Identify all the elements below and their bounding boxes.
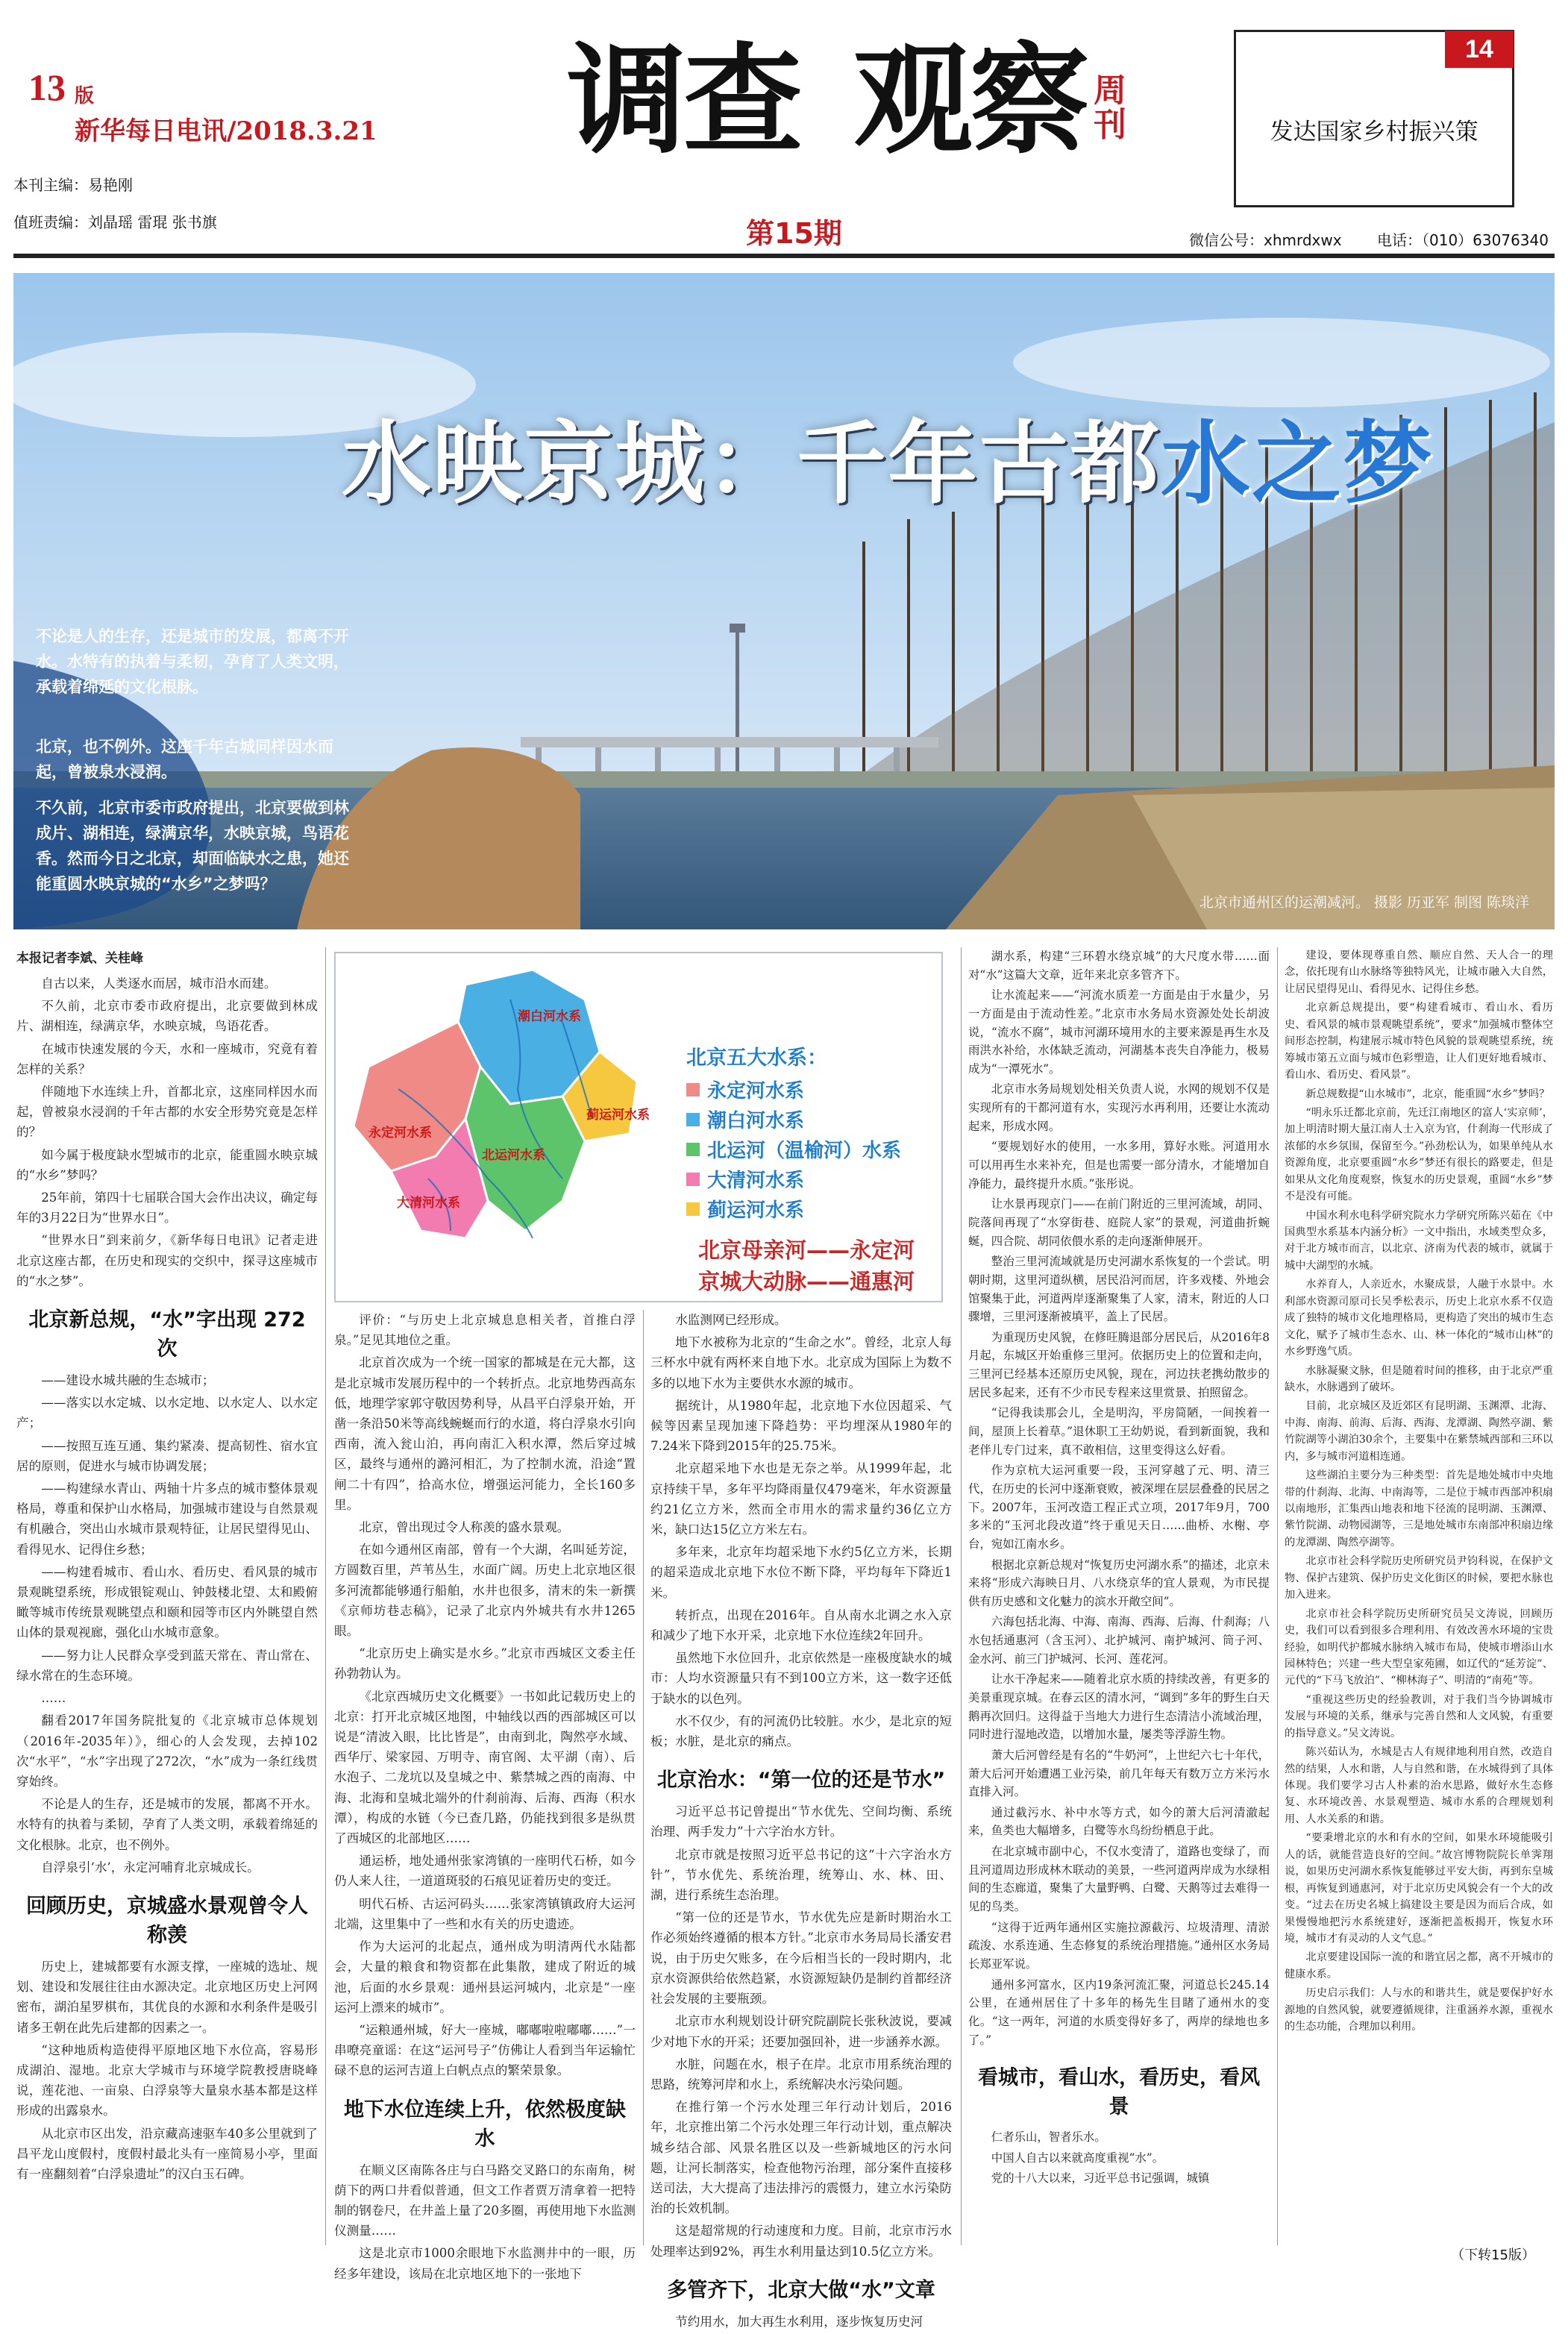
region-label-chaobai: 潮白河水系 bbox=[518, 1009, 581, 1024]
paragraph: 从北京市区出发，沿京藏高速驱车40多公里就到了昌平龙山度假村，度假村最北头有一座简易小亭，里面有一座翻刻着“白浮泉遗址”的汉白玉石碑。 bbox=[16, 2126, 318, 2181]
paragraph: “这种地质构造使得平原地区地下水位高，容易形成湖泊、湿地。北京大学城市与环境学院教授唐晓峰说，莲花池、一亩泉、白浮泉等大量泉水基本都是这样形成的出露泉水。 bbox=[16, 2042, 318, 2118]
hero-photo bbox=[13, 273, 1555, 929]
paragraph: 水养育人，人亲近水，水聚成景，人融于水景中。水利部水资源司原司长吴季松表示，历史上北京水系不仅造成了独特的城市文化地理格局，更构造了突出的城市生态文化，赋予了城市生态水、山、林一体化的“城市山林”的水乡野逸气质。 bbox=[1285, 1279, 1553, 1358]
paragraph: 虽然地下水位回升，北京依然是一座极度缺水的城市：人均水资源量只有不到100立方米，这一数字还低于缺水的以色列。 bbox=[650, 1651, 952, 1706]
legend-swatch bbox=[686, 1202, 700, 1216]
legend-label: 蓟运河水系 bbox=[707, 1199, 805, 1222]
paragraph: 不久前，北京市委市政府提出，北京要做到林成片、湖相连，绿满京华，水映京城，鸟语花香。 bbox=[16, 999, 318, 1034]
paragraph: 陈兴茹认为，水城是古人有规律地利用自然，改造自然的结果，人水和谐，人与自然和谐，在水城得到了具体体现。我们要学习古人朴素的治水思路，做好水生态修复、水环境改善、水景观塑造、城市水系的合理规划利用、人水关系的和谐。 bbox=[1285, 1746, 1553, 1825]
region-label-yongding: 永定河水系 bbox=[369, 1126, 432, 1141]
map-note-mother-river: 北京母亲河——永定河 bbox=[698, 1237, 915, 1263]
paragraph: 水监测网已经形成。 bbox=[675, 1313, 787, 1327]
map-legend-title: 北京五大水系： bbox=[686, 1047, 827, 1070]
paragraph: 中国水利水电科学研究院水力学研究所陈兴茹在《中国典型水系基本内涵分析》一文中指出，水域类型众多，对于北方城市而言，以北京、济南为代表的城市，就属于城中大湖型的水城。 bbox=[1285, 1209, 1553, 1272]
article-column-5 bbox=[1285, 947, 1553, 2038]
legend-item bbox=[686, 1165, 804, 1193]
paragraph: 习近平总书记曾提出“节水优先、空间均衡、系统治理、两手发力”十六字治水方针。 bbox=[650, 1804, 952, 1839]
paragraph: 在北京城市副中心，不仅水变清了，道路也变绿了，而且河道周边形成林木联动的美景，一些河道两岸成为水绿相间的生态廊道，聚集了大量野鸭、白鹭、天鹅等过去难得一见的鸟类。 bbox=[968, 1845, 1270, 1914]
paragraph: ——落实以水定城、以水定地、以水定人、以水定产； bbox=[16, 1396, 318, 1431]
section-logo bbox=[567, 31, 1127, 170]
duty-editor-credit: 值班责编：刘晶瑶 雷琨 张书旗 bbox=[13, 213, 217, 231]
legend-item bbox=[686, 1135, 901, 1163]
paragraph: 水脉凝聚文脉，但是随着时间的推移，由于北京严重缺水，水脉遇到了破坏。 bbox=[1285, 1364, 1553, 1393]
paragraph: 六海包括北海、中海、南海、西海、后海、什刹海；八水包括通惠河（含玉河）、北护城河、南护城河、筒子河、金水河、前三门护城河、长河、莲花河。 bbox=[968, 1615, 1270, 1666]
paragraph: 《北京西城历史文化概要》一书如此记载历史上的北京：打开北京城区地图，中轴线以西的西部城区可以说是“清波入眼，比比皆是”，由南到北，陶然亭水域、西华厅、梁家园、万明寺、南官阁、太平湖（南）、后水泡子、二龙坑以及皇城之中、紫禁城之西的南海、中海、北海和皇城北端外的什刹前海、后海、西海（积水潭），构成的水链（今已查几路，仍能找到很多是纵贯了西城区的北部地区…… bbox=[334, 1689, 636, 1846]
paragraph: 新总规数提“山水城市”，北京，能重圆“水乡”梦吗？ bbox=[1305, 1088, 1550, 1100]
paragraph: 根据北京新总规对“恢复历史河湖水系”的描述，北京未来将“形成六海映日月、八水绕京华的宜人景观，为市民提供有历史感和文化魅力的滨水开敞空间”。 bbox=[968, 1557, 1270, 1608]
legend-item bbox=[686, 1076, 804, 1103]
paragraph: “运粮通州城，好大一座城，嘟嘟啦啦嘟嘟……”一串嘹亮童谣：在这“运河号子”仿佛让人看到当年运输忙碌不息的运河吉道上白帆点点的繁荣景象。 bbox=[334, 2022, 636, 2078]
paragraph: 自浮泉引‘水’，永定河哺育北京城成长。 bbox=[41, 1860, 260, 1875]
logo-mark-icon bbox=[804, 71, 849, 145]
paragraph: 仁者乐山，智者乐水。 bbox=[991, 2130, 1106, 2145]
map-note-artery: 京城大动脉——通惠河 bbox=[698, 1269, 915, 1294]
paragraph: 地下水被称为北京的“生命之水”。曾经，北京人每三杯水中就有两杯来自地下水。北京成为国际上为数不多的以地下水为主要供水水源的城市。 bbox=[650, 1335, 952, 1390]
paragraph: 节约用水，加大再生水利用，逐步恢复历史河 bbox=[675, 2314, 923, 2329]
paragraph: “明永乐迁都北京前，先迁江南地区的富人‘实京师’，加上明清时期大量江南人士入京为官，什刹海一代形成了浓郁的水乡氛围，保留至今。”孙劲松认为，如果单纯从水资源角度，北京要重圆“水乡”梦还有很长的路要走，但是如果从文化角度观察，恢复水的历史景观，重圆“水乡”梦不是没有可能。 bbox=[1285, 1106, 1553, 1203]
paragraph: 伴随地下水连续上升，首都北京，这座同样因水而起，曾被泉水浸润的千年古都的水安全形势究竟是怎样的？ bbox=[16, 1085, 318, 1140]
paragraph: 整治三里河流域就是历史河湖水系恢复的一个尝试。明朝时期，这里河道纵横，居民沿河而居，许多戏楼、外地会馆聚集于此，河道两岸逐渐聚集了人家，清末，附近的人口骤增，三里河逐渐被填平，盖上了民居。 bbox=[968, 1255, 1270, 1324]
byline: 本报记者李斌、关桂峰 bbox=[16, 951, 143, 966]
paragraph: 据统计，从1980年起，北京地下水位因超采、气候等因素呈现加速下降趋势：平均埋深从1980年的7.24米下降到2015年的25.75米。 bbox=[650, 1398, 952, 1454]
paragraph: 评价：“与历史上北京城息息相关者，首推白浮泉。”足见其地位之重。 bbox=[334, 1313, 636, 1348]
region-label-jiyun: 蓟运河水系 bbox=[586, 1108, 650, 1123]
paragraph: 自古以来，人类逐水而居，城市沿水而建。 bbox=[41, 976, 277, 991]
paragraph: 北京市社会科学院历史所研究员吴文涛说，回顾历史，我们可以看到很多合理利用、有效改善水环境的宝贵经验，如明代护都城水脉纳入城市布局，使城市增添山水园林特色；兴建一些大型皇家苑圃，如辽代的“延芳淀”、元代的“下马飞放泊”、“柳林海子”、明清的“南苑”等。 bbox=[1285, 1607, 1553, 1687]
issue-number: 第15期 bbox=[746, 217, 842, 250]
region-label-daqing: 大清河水系 bbox=[397, 1196, 460, 1211]
article-column-4 bbox=[968, 947, 1270, 2190]
paragraph: ——按照互连互通、集约紧凑、提高韧性、宿水宜居的原则，促进水与城市协调发展； bbox=[16, 1438, 318, 1473]
continued-on-next-page: （下转15版） bbox=[1451, 2247, 1535, 2263]
paragraph: 在城市快速发展的今天，水和一座城市，究竟有着怎样的关系？ bbox=[16, 1041, 318, 1076]
paragraph: “这得于近两年通州区实施拉源截污、垃圾清理、清淤疏浚、水系连通、生态修复的系统治理措施。”通州区水务局长郑亚军说。 bbox=[968, 1920, 1270, 1971]
paragraph: 这些湖泊主要分为三种类型：首先是地处城市中央地带的什刹海、北海、中南海等，二是位于城市西部冲积扇以南地形，汇集西山地表和地下径流的昆明湖、玉渊潭、紫竹院湖、动物园湖等，三是地处城市东南部冲积扇边缘的龙潭湖、陶然亭湖等。 bbox=[1285, 1469, 1553, 1549]
masthead bbox=[0, 0, 1568, 276]
paragraph: 水脏，问题在水，根子在岸。北京市用系统治理的思路，统筹河岸和水上，系统解决水污染问题。 bbox=[650, 2057, 952, 2092]
legend-swatch bbox=[686, 1143, 700, 1156]
paragraph: 通过截污水、补中水等方式，如今的萧大后河清澈起来，鱼类也大幅增多，白鹭等水鸟纷纷栖息于此。 bbox=[968, 1805, 1270, 1838]
paragraph: 这是北京市1000余眼地下水监测井中的一眼，历经多年建设，该局在北京地区地下的一张地下 bbox=[334, 2246, 636, 2281]
paragraph: ——构建绿水青山、两轴十片多点的城市整体景观格局，尊重和保护山水格局，加强城市建设与自然景观有机融合，突出山水城市景观特征，让居民望得见山、看得见水、记得住乡愁； bbox=[16, 1481, 318, 1557]
paragraph: 北京超采地下水也是无奈之举。从1999年起，北京持续干旱，多年平均降雨量仅479毫米，年水资源量约21亿立方米，然而全市用水的需求量约36亿立方米，缺口达15亿立方米左右。 bbox=[650, 1461, 952, 1537]
legend-item bbox=[686, 1105, 804, 1133]
hero-title-accent: 水之梦 bbox=[1161, 411, 1434, 516]
paragraph: 北京首次成为一个统一国家的都城是在元大都，这是北京城市发展历程中的一个转折点。北京地势西高东低，地理学家郭守敬因势利导，从昌平白浮泉开始，开凿一条沿50米等高线蜿蜒而行的水道，将白浮泉水引向西南，流入瓮山泊，再向南汇入积水潭，然后穿过城区，最终与通州的潞河相汇，为了控制水流，沿途“置闸二十有四”，拾高水位，增强运河能力，全长160多里。 bbox=[334, 1355, 636, 1512]
region-label-beiyun: 北运河水系 bbox=[482, 1148, 545, 1163]
hero-title bbox=[342, 392, 1434, 521]
legend-item bbox=[686, 1195, 804, 1223]
section-heading: 回顾历史，京城盛水景观曾令人称羡 bbox=[26, 1894, 308, 1947]
logo-weekly-1: 周 bbox=[1094, 71, 1127, 110]
edition-suffix: 版 bbox=[75, 85, 95, 107]
paragraph: 北京市就是按照习近平总书记的这“十六字治水方针”，节水优先、系统治理，统筹山、水、林、田、湖，进行系统生态治理。 bbox=[650, 1847, 952, 1903]
paragraph: ——建设水城共融的生态城市； bbox=[41, 1373, 215, 1388]
paragraph: 中国人自古以来就高度重视“水”。 bbox=[991, 2151, 1164, 2165]
paper-date: 新华每日电讯/2018.3.21 bbox=[75, 116, 377, 146]
paragraph: 明代石桥、古运河码头……张家湾镇镇政府大运河北端，这里集中了一些和水有关的历史遗迹。 bbox=[334, 1896, 636, 1931]
paragraph: 不论是人的生存，还是城市的发展，都离不开水。水特有的执着与柔韧，孕育了人类文明，承载着绵延的文化根脉。北京，也不例外。 bbox=[16, 1797, 318, 1852]
legend-swatch bbox=[686, 1083, 700, 1097]
paragraph: “第一位的还是节水，节水优先应是新时期治水工作必须始终遵循的根本方针。”北京市水务局局长潘安君说，由于历史欠账多，在今后相当长的一段时期内，北京水资源供给依然趋紧，水资源短缺仍是制约首都经济社会发展的主要瓶颈。 bbox=[650, 1910, 952, 2007]
article-column-1 bbox=[16, 947, 318, 2186]
paragraph: 让水流起来——“河流水质差一方面是由于水量少，另一方面是由于流动性差。”北京市水务局水资源处处长胡波说，“流水不腐”，城市河湖环境用水的主要来源是再生水及雨洪水补给，水体缺乏流动，河湖基本丧失自净能力，极易成为“一潭死水”。 bbox=[968, 988, 1270, 1076]
paragraph: 北京要建设国际一流的和谐宜居之都，离不开城市的健康水系。 bbox=[1285, 1951, 1553, 1980]
water-system-map bbox=[334, 952, 943, 1302]
section-heading: 多管齐下，北京大做“水”文章 bbox=[667, 2278, 935, 2302]
paragraph: “世界水日”到来前夕，《新华每日电讯》记者走进北京这座古都，在历史和现实的交织中，探寻这座城市的“水之梦”。 bbox=[16, 1233, 318, 1288]
legend-label: 永定河水系 bbox=[707, 1080, 805, 1102]
edition-number: 13 bbox=[28, 66, 66, 108]
paragraph: 北京市水务局规划处相关负责人说，水网的规划不仅是实现所有的干都河道有水，实现污水再利用，还要让水流动起来，形成水网。 bbox=[968, 1082, 1270, 1133]
legend-swatch bbox=[686, 1173, 700, 1186]
paragraph: 让水景再现京门——在前门附近的三里河流域，胡同、院落间再现了“水穿街巷、庭院人家”的景观，河道曲折蜿蜒，四合院、胡同依偎水系的走向逐渐伸展开。 bbox=[968, 1197, 1270, 1248]
paragraph: 在顺义区南陈各庄与白马路交叉路口的东南角，树荫下的两口井看似普通，但文工作者贾万清拿着一把特制的钢卷尺，在井盖上量了20多圈，再使用地下水监测仪测量…… bbox=[334, 2162, 636, 2239]
paragraph: 北京新总规提出，要“构建看城市、看山水、看历史、看风景的城市景观眺望系统”，要求“加强城市整体空间形态控制，构建展示城市特色风貌的景观眺望系统，统筹城市第五立面与城市色彩塑造，让人们更好地看城市、看山水、看历史、看风景”。 bbox=[1285, 1002, 1553, 1082]
paragraph: 为重现历史风貌，在修旺腾退部分居民后，从2016年8月起，东城区开始重修三里河。依据历史上的位置和走向，三里河已经基本还原历史风貌，现在，河边扶老携幼散步的居民多起来，还有不少市民专程来这里赏景、拍照留念。 bbox=[968, 1330, 1270, 1399]
paragraph: 如今属于极度缺水型城市的北京，能重圆水映京城的“水乡”梦吗？ bbox=[16, 1147, 318, 1182]
section-heading: 北京新总规，“水”字出现 272 次 bbox=[28, 1308, 306, 1361]
hero-blurb-1: 不论是人的生存，还是城市的发展，都离不开水。水特有的执着与柔韧，孕育了人类文明，承载着绵延的文化根脉。 bbox=[36, 627, 349, 697]
column-divider bbox=[325, 947, 326, 2245]
chief-editor-credit: 本刊主编：易艳刚 bbox=[13, 176, 133, 194]
paragraph: “要规划好水的使用，一水多用，算好水账。河道用水可以用再生水来补充，但是也需要一部分清水，才能增加自净能力，最终提升水质。”张彤说。 bbox=[968, 1140, 1270, 1190]
paragraph: 湖水系，构建“三环碧水绕京城”的大尺度水带……面对“水”这篇大文章，近年来北京多管齐下。 bbox=[968, 950, 1270, 982]
paragraph: 目前，北京城区及近郊区有昆明湖、玉渊潭、北海、中海、南海、前海、后海、西海、龙潭湖、陶然亭湖、紫竹院湖等小湖泊30余个，主要集中在紫禁城西部和三环以内，多与城市河道相连通。 bbox=[1285, 1400, 1553, 1463]
paragraph: 在如今通州区南部，曾有一个大湖，名叫延芳淀，方圆数百里，芦苇丛生，水面广阔。历史上北京地区很多河流都能够通行船舶，水井也很多，清末的朱一新撰《京师坊巷志稿》，记录了北京内外城共有水井1265眼。 bbox=[334, 1543, 636, 1639]
paragraph: 北京市社会科学院历史所研究员尹钧科说，在保护文物、保护古建筑、保护历史文化街区的时候，要把水脉也加入进来。 bbox=[1285, 1555, 1553, 1602]
paragraph: “重视这些历史的经验教训，对于我们当今协调城市发展与环境的关系，继承与完善自然和人文风貌，有重要的指导意义。”吴文涛说。 bbox=[1285, 1693, 1553, 1739]
legend-swatch bbox=[686, 1113, 700, 1126]
paragraph: 多年来，北京年均超采地下水约5亿立方米，长期的超采造成北京地下水位不断下降，平均每年下降近1米。 bbox=[650, 1545, 952, 1600]
paragraph: 作为京杭大运河重要一段，玉河穿越了元、明、清三代，在历史的长河中逐渐衰败，被深埋在层层叠叠的民居之下。2007年，玉河改造工程正式立项，2017年9月，700多米的“玉河北段改道”终于重见天日……曲桥、水榭、亭台，宛如江南水乡。 bbox=[968, 1464, 1270, 1551]
paragraph: 这是超常规的行动速度和力度。目前，北京市污水处理率达到92%，再生水利用量达到10.5亿立方米。 bbox=[650, 2224, 952, 2259]
photo-caption: 北京市通州区的运潮减河。 摄影 历亚军 制图 陈琰洋 bbox=[1199, 894, 1529, 911]
column-divider bbox=[643, 1310, 644, 2245]
logo-weekly bbox=[1094, 71, 1127, 144]
paragraph: “要秉增北京的水和有水的空间，如果水环境能吸引人的话，就能营造良好的空间。”故宫博物院院长单霁翔说，如果历史河湖水系恢复能够过平安大街，再到东皇城根，再恢复到通惠河，对于北京历史风貌会有一个大的改变。“过去在历史名城上搞建设主要是因为而后合成，如果慢慢地把污水系统建好，逐渐把盖板揭开，恢复水环境，城市才有灵动的人文气息。” bbox=[1285, 1832, 1553, 1945]
paragraph: 作为大运河的北起点，通州成为明清两代水陆都会，大量的粮食和物资都在此集散，建成了附近的城池，后面的水乡景观：通州县运河城内，北京是“一座运河上漂来的城市”。 bbox=[334, 1939, 636, 2015]
paragraph: 党的十八大以来，习近平总书记强调，城镇 bbox=[991, 2171, 1210, 2186]
logo-word-right: 观察 bbox=[853, 31, 1087, 170]
paragraph: 历史启示我们：人与水的和谐共生，就是要保护好水源地的自然风貌，就要遵循规律，注重涵养水源，重视水的生态功能，合理加以利用。 bbox=[1285, 1987, 1553, 2033]
paragraph: 北京，曾出现过令人称羡的盛水景观。 bbox=[359, 1520, 570, 1535]
article-column-2 bbox=[334, 1310, 636, 2286]
paragraph: “记得我读那会儿，全是明沟，平房简陋，一间挨着一间，屋顶上长着草。”退休职工王幼奶说，看到新面貌，我和老伴儿专门过来，真不敢相信，这里变得这么好看。 bbox=[968, 1406, 1270, 1457]
section-heading: 地下水位连续上升，依然极度缺水 bbox=[344, 2098, 626, 2151]
legend-label: 潮白河水系 bbox=[707, 1110, 805, 1132]
paragraph: ——努力让人民群众享受到蓝天常在、青山常在、绿水常在的生态环境。 bbox=[16, 1648, 318, 1683]
paragraph: 北京市水利规划设计研究院副院长张秋波说，要减少对地下水的开采；还要加强回补，进一步涵养水源。 bbox=[650, 2014, 952, 2049]
paragraph: 水不仅少，有的河流仍比较脏。水少，是北京的短板；水脏，是北京的痛点。 bbox=[650, 1713, 952, 1749]
header-slogan: 发达国家乡村振兴策 bbox=[1270, 119, 1478, 145]
wechat-account: 微信公号：xhmrdxwx bbox=[1189, 231, 1342, 249]
paragraph: 让水干净起来——随着北京水质的持续改善，有更多的美景重现京城。在春云区的清水河，“调到”多年的野生白天鹅再次回归。这得益于当地大力进行生态清洁小流域治理，同时进行湿地改造，以增加水量，屡类等浮游生物。 bbox=[968, 1672, 1270, 1742]
hero-blurb-3: 不久前，北京市委市政府提出，北京要做到林成片、湖相连，绿满京华，水映京城，鸟语花香。然而今日之北京，却面临缺水之患，她还能重圆水映京城的“水乡”之梦吗？ bbox=[36, 799, 349, 894]
page-header-box bbox=[1234, 30, 1514, 207]
section-heading: 北京治水：“第一位的还是节水” bbox=[656, 1769, 946, 1792]
paragraph: 历史上，建城都要有水源支撑，一座城的选址、规划、建设和发展往往由水源决定。北京地区历史上河网密布，湖泊星罗棋布，其优良的水源和水利条件是吸引诸多王朝在此先后建都的因素之一。 bbox=[16, 1959, 318, 2035]
article-column-3 bbox=[650, 1310, 952, 2334]
column-divider bbox=[961, 947, 962, 2245]
paragraph: “北京历史上确实是水乡。”北京市西城区文委主任孙勃勃认为。 bbox=[334, 1646, 636, 1681]
paragraph: 通运桥，地处通州张家湾镇的一座明代石桥，如今仍人来人往，一道道斑驳的石痕见证着历史的变迁。 bbox=[334, 1854, 636, 1889]
paragraph: 建设，要体现尊重自然、顺应自然、天人合一的理念，依托现有山水脉络等独特风光，让城市融入大自然，让居民望得见山、看得见水、记得住乡愁。 bbox=[1285, 950, 1553, 995]
paragraph: 翻看2017年国务院批复的《北京城市总体规划（2016年-2035年）》，细心的人会发现，去掉102次“水平”，“水”字出现了272次，“水”成为一条红线贯穿始终。 bbox=[16, 1713, 318, 1789]
logo-weekly-2: 刊 bbox=[1094, 106, 1127, 144]
legend-label: 北运河（温榆河）水系 bbox=[707, 1140, 902, 1162]
hero-blurb-2: 北京，也不例外。这座千年古城同样因水而起，曾被泉水浸润。 bbox=[36, 738, 333, 782]
paragraph: 在推行第一个污水处理三年行动计划后，2016年，北京推出第二个污水处理三年行动计划，重点解决城乡结合部、风景名胜区以及一些新城地区的污水问题，让河长制落实，检查他物污治理，部分案件直接移送司法，大大提高了违法排污的震慑力，建立水污染防治的长效机制。 bbox=[650, 2100, 952, 2216]
phone-number: 电话：（010）63076340 bbox=[1377, 231, 1549, 249]
masthead-divider bbox=[13, 254, 1555, 258]
hero-title-main: 水映京城：千年古都 bbox=[342, 411, 1161, 516]
paragraph: 通州多河富水，区内19条河流汇聚，河道总长245.14公里，在通州居住了十多年的杨先生目睹了通州水的变化。“这一两年，河道的水质变得好多了，两岸的绿地也多了。” bbox=[968, 1977, 1270, 2047]
section-heading: 看城市，看山水，看历史，看风景 bbox=[978, 2066, 1260, 2119]
page-number-badge: 14 bbox=[1445, 31, 1514, 68]
paragraph: …… bbox=[41, 1691, 66, 1706]
paragraph: ——构建看城市、看山水、看历史、看风景的城市景观眺望系统，形成银锭观山、钟鼓楼北望、太和殿俯瞰等城市传统景观眺望点和颐和园等市区内外眺望自然山体的景观视廊，强化山水城市意象。 bbox=[16, 1564, 318, 1640]
paragraph: 25年前，第四十七届联合国大会作出决议，确定每年的3月22日为“世界水日”。 bbox=[16, 1190, 318, 1226]
legend-label: 大清河水系 bbox=[707, 1170, 805, 1192]
column-divider bbox=[1277, 947, 1278, 2245]
paragraph: 萧大后河曾经是有名的“牛奶河”，上世纪六七十年代，萧大后河开始遭遇工业污染，前几年每天有数万立方米污水直排入河。 bbox=[968, 1748, 1270, 1799]
paragraph: 转折点，出现在2016年。自从南水北调之水入京和减少了地下水开采，北京地下水位连续2年回升。 bbox=[650, 1607, 952, 1643]
logo-word-left: 调查 bbox=[567, 31, 800, 170]
